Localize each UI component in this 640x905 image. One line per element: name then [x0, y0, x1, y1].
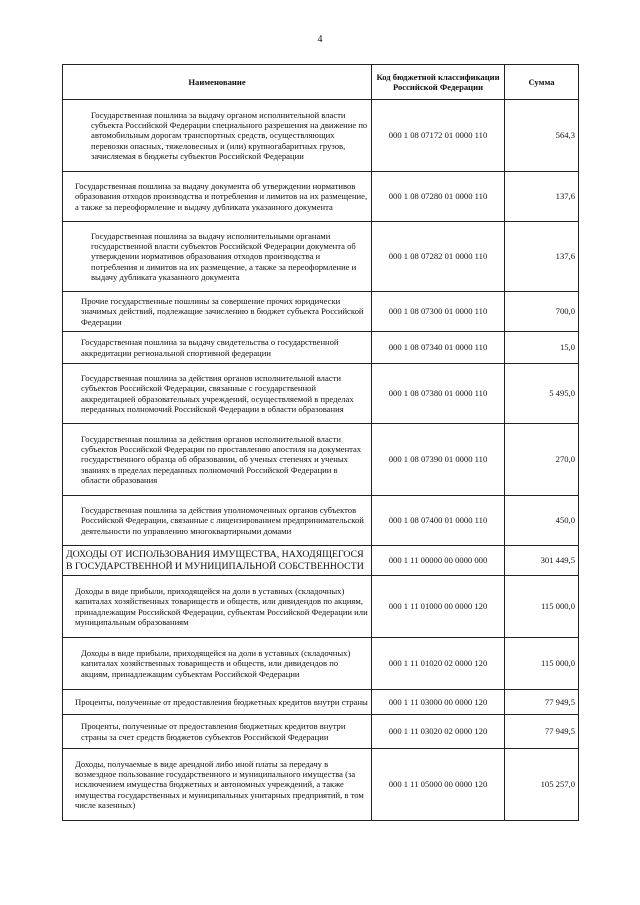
row-sum: 301 449,5: [505, 546, 579, 576]
table-row: [63, 690, 579, 715]
row-name: Государственная пошлина за действия органов исполнительной власти субъектов Российской Федерации, связанные с государственной аккредитацией образовательных учреждений, осуществляемой в пределах переданных полномочий Российской Федерации в области образования: [63, 364, 372, 424]
row-code: 000 1 08 07390 01 0000 110: [372, 424, 505, 496]
row-name: ДОХОДЫ ОТ ИСПОЛЬЗОВАНИЯ ИМУЩЕСТВА, НАХОДЯЩЕГОСЯ В ГОСУДАРСТВЕННОЙ И МУНИЦИПАЛЬНОЙ СОБСТВЕННОСТИ: [63, 546, 372, 576]
row-code: 000 1 08 07300 01 0000 110: [372, 292, 505, 332]
table-row: [63, 576, 579, 638]
row-code: 000 1 11 01020 02 0000 120: [372, 638, 505, 690]
row-name: Государственная пошлина за выдачу органом исполнительной власти субъекта Российской Федерации специального разрешения на движение по автомобильным дорогам транспортных средств, осуществляющих перевозки опасных, тяжеловесных и (или) крупногабаритных грузов, зачисляемая в бюджеты субъектов Российской Федерации: [63, 100, 372, 172]
header-sum: Сумма: [505, 65, 579, 100]
row-sum: 105 257,0: [505, 749, 579, 821]
page-number: 4: [317, 34, 323, 45]
row-sum: 700,0: [505, 292, 579, 332]
row-sum: 564,3: [505, 100, 579, 172]
table-row: [63, 222, 579, 292]
row-sum: 15,0: [505, 332, 579, 364]
table-row: [63, 100, 579, 172]
row-sum: 115 000,0: [505, 576, 579, 638]
row-code: 000 1 11 03000 00 0000 120: [372, 690, 505, 715]
row-name: Проценты, полученные от предоставления бюджетных кредитов внутри страны за счет средств бюджетов субъектов Российской Федерации: [63, 715, 372, 749]
row-name: Прочие государственные пошлины за совершение прочих юридически значимых действий, подлежащие зачислению в бюджет субъекта Российской Федерации: [63, 292, 372, 332]
row-name: Государственная пошлина за действия уполномоченных органов субъектов Российской Федерации, связанные с лицензированием предпринимательской деятельности по управлению многоквартирными домами: [63, 496, 372, 546]
header-name: Наименование: [63, 65, 372, 100]
row-code: 000 1 08 07400 01 0000 110: [372, 496, 505, 546]
table-row: [63, 715, 579, 749]
row-code: 000 1 08 07280 01 0000 110: [372, 172, 505, 222]
row-code: 000 1 08 07282 01 0000 110: [372, 222, 505, 292]
row-name: Доходы в виде прибыли, приходящейся на доли в уставных (складочных) капиталах хозяйственных товариществ и обществ, или дивидендов по акциям, принадлежащим субъектам Российской Федерации: [63, 638, 372, 690]
header-code: Код бюджетной классификации Российской Федерации: [372, 65, 505, 100]
row-sum: 115 000,0: [505, 638, 579, 690]
row-sum: 137,6: [505, 172, 579, 222]
row-code: 000 1 11 03020 02 0000 120: [372, 715, 505, 749]
table-row: [63, 638, 579, 690]
table-row: [63, 332, 579, 364]
row-sum: 5 495,0: [505, 364, 579, 424]
row-sum: 77 949,5: [505, 715, 579, 749]
table-row: [63, 496, 579, 546]
row-code: 000 1 11 00000 00 0000 000: [372, 546, 505, 576]
row-name: Государственная пошлина за выдачу документа об утверждении нормативов образования отходов производства и потребления и лимитов на их размещение, а также за переоформление и выдачу дубликата указанного документа: [63, 172, 372, 222]
row-name: Доходы, получаемые в виде арендной либо иной платы за передачу в возмездное пользование государственного и муниципального имущества (за исключением имущества бюджетных и автономных учреждений, а также имущества государственных и муниципальных унитарных предприятий, в том числе казенных): [63, 749, 372, 821]
table-row: [63, 749, 579, 821]
row-code: 000 1 08 07380 01 0000 110: [372, 364, 505, 424]
budget-revenue-table: [62, 64, 579, 821]
table-row: [63, 172, 579, 222]
row-code: 000 1 11 01000 00 0000 120: [372, 576, 505, 638]
row-name: Государственная пошлина за выдачу свидетельства о государственной аккредитации региональной спортивной федерации: [63, 332, 372, 364]
table-row: [63, 424, 579, 496]
row-name: Доходы в виде прибыли, приходящейся на доли в уставных (складочных) капиталах хозяйственных товариществ и обществ, или дивидендов по акциям, принадлежащим Российской Федерации, субъектам Российской Федерации или муниципальным образованиям: [63, 576, 372, 638]
table-row-section: [63, 546, 579, 576]
row-name: Государственная пошлина за выдачу исполнительными органами государственной власти субъектов Российской Федерации документа об утверждении нормативов образования отходов производства и потребления и лимитов на их размещение, а также за переоформление и выдачу дубликата указанного документа: [63, 222, 372, 292]
table-row: [63, 292, 579, 332]
table-row: [63, 364, 579, 424]
table-header-row: [63, 65, 579, 100]
row-name: Государственная пошлина за действия органов исполнительной власти субъектов Российской Федерации по проставлению апостиля на документах государственного образца об образовании, об ученых степенях и ученых званиях в пределах переданных полномочий Российской Федерации в области образования: [63, 424, 372, 496]
row-sum: 450,0: [505, 496, 579, 546]
row-sum: 137,6: [505, 222, 579, 292]
row-code: 000 1 08 07172 01 0000 110: [372, 100, 505, 172]
row-code: 000 1 11 05000 00 0000 120: [372, 749, 505, 821]
row-name: Проценты, полученные от предоставления бюджетных кредитов внутри страны: [63, 690, 372, 715]
row-code: 000 1 08 07340 01 0000 110: [372, 332, 505, 364]
row-sum: 77 949,5: [505, 690, 579, 715]
row-sum: 270,0: [505, 424, 579, 496]
